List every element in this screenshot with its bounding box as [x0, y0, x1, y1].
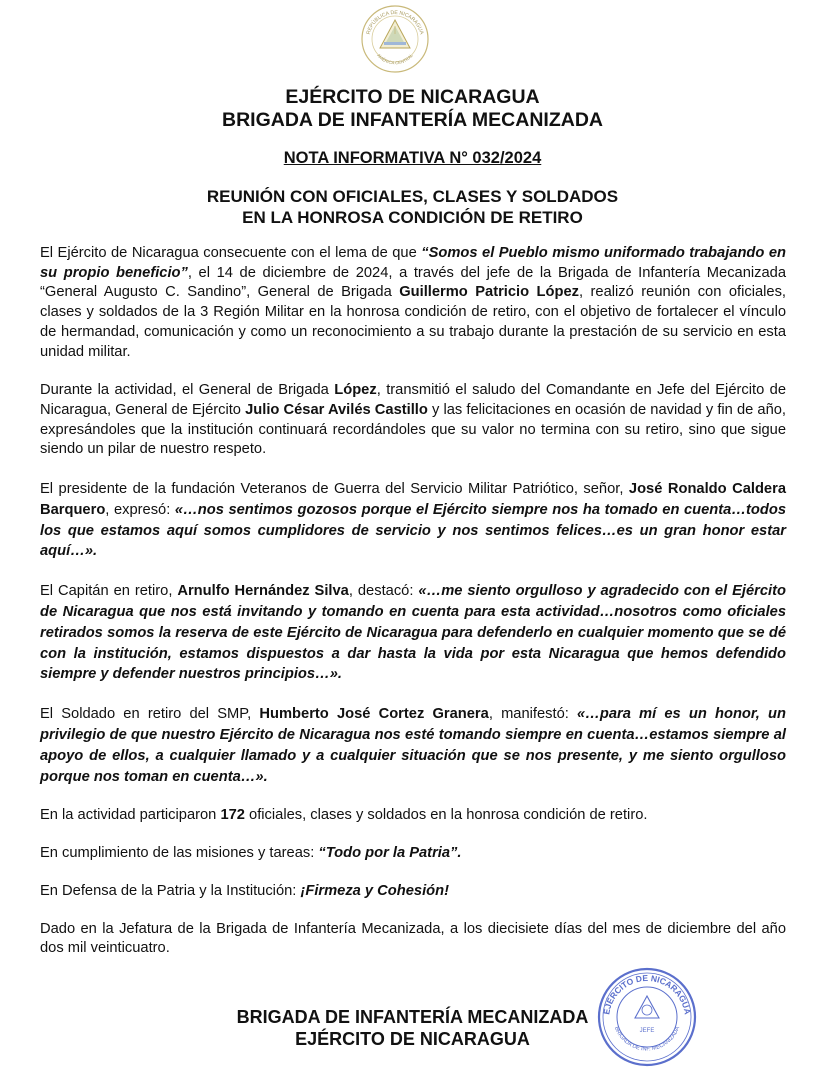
seal-center-text: JEFE	[639, 1028, 655, 1034]
paragraph-4	[40, 581, 786, 685]
org-header	[0, 86, 825, 132]
title-line-2: EN LA HONROSA CONDICIÓN DE RETIRO	[242, 208, 583, 227]
footer-line-brigade: BRIGADA DE INFANTERÍA MECANIZADA	[236, 1007, 589, 1027]
paragraph-8	[40, 882, 786, 902]
p1-text-c: , realizó reunión con oficiales, clases y soldados de la 3 Región Militar en la honrosa condición de retiro, con el objetivo de fortalecer el vínculo de hermandad, comunicación y como un reconocimiento a su trabajo durante la prestación de su servicio en esta unidad militar.	[40, 284, 787, 360]
header-line-brigade: BRIGADA DE INFANTERÍA MECANIZADA	[222, 109, 603, 131]
paragraph-5	[40, 704, 786, 787]
svg-text:EJÉRCITO DE NICARAGUA	[601, 973, 693, 1015]
p7-slogan: “Todo por la Patria”.	[318, 845, 462, 862]
footer-line-army: EJÉRCITO DE NICARAGUA	[295, 1029, 530, 1049]
emblem-text-bottom: AMÉRICA CENTRAL	[376, 52, 414, 66]
p1-text-b: , el 14 de diciembre de 2024, a través del jefe de la Brigada de Infantería Mecanizada “General Augusto C. Sandino”, General de Brigada	[40, 264, 786, 301]
p3-text-a: El presidente de la fundación Veteranos de Guerra del Servicio Militar Patriótico, señor,	[40, 481, 629, 498]
paragraph-6	[40, 806, 786, 826]
paragraph-7	[40, 844, 786, 864]
p2-text-a: Durante la actividad, el General de Brigada	[40, 382, 335, 399]
p2-text-b: , transmitió el saludo del Comandante en Jefe del Ejército de Nicaragua, General de Ejército	[40, 382, 786, 418]
paragraph-1	[40, 244, 786, 362]
p5-quote: «…para mí es un honor, un privilegio de que nuestro Ejército de Nicaragua nos esté tomando siempre en cuenta…estamos siempre al apoyo de ellos, a cualquier llamado y a cualquier situación que se nos presente, y me siento orgulloso porque nos toman en cuenta…».	[40, 706, 786, 785]
paragraph-9: Dado en la Jefatura de la Brigada de Infantería Mecanizada, a los diecisiete días del mes de diciembre del año dos mil veinticuatro.	[40, 920, 786, 957]
note-number	[0, 148, 825, 168]
p8-text-a: En Defensa de la Patria y la Institución:	[40, 882, 301, 899]
p3-name: José Ronaldo Caldera Barquero	[40, 481, 786, 518]
p3-text-b: , expresó:	[105, 501, 175, 518]
p4-text-b: , destacó:	[348, 583, 419, 600]
signature-block	[0, 1006, 825, 1050]
p7-text-a: En cumplimiento de las misiones y tareas:	[40, 845, 319, 862]
document-body	[40, 244, 786, 978]
p1-name: Guillermo Patricio López	[399, 284, 579, 301]
p2-name-2: Julio César Avilés Castillo	[245, 401, 428, 418]
p4-quote: «…me siento orgulloso y agradecido con el Ejército de Nicaragua que nos está invitando y tomando en cuenta para esta actividad…nosotros como oficiales retirados somos la reserva de este Ejército de Nicaragua para defenderlo en cualquier momento que se dé con la institución, estamos dispuestos a dar hasta la vida por esta Nicaragua que hemos defendido siempre y defender nuestros principios…».	[40, 583, 786, 683]
p6-count: 172	[220, 807, 245, 824]
p2-text-c: y las felicitaciones en ocasión de navidad y fin de año, expresándoles que la institución continuará recordándoles que su valor no termina con su retiro, sino que sigue siendo un pilar de nuestro respeto.	[40, 401, 787, 458]
p6-text-b: oficiales, clases y soldados en la honrosa condición de retiro.	[244, 807, 648, 824]
p5-text-a: El Soldado en retiro del SMP,	[40, 706, 260, 723]
p5-text-b: , manifestó:	[488, 706, 577, 723]
note-number-text: NOTA INFORMATIVA N° 032/2024	[283, 149, 542, 167]
coat-of-arms-icon	[360, 4, 430, 74]
p1-text-a: El Ejército de Nicaragua consecuente con el lema de que	[40, 245, 422, 261]
p4-name: Arnulfo Hernández Silva	[177, 583, 349, 600]
seal-ring-text: EJÉRCITO DE NICARAGUA	[601, 972, 693, 1016]
p8-slogan: ¡Firmeza y Cohesión!	[300, 882, 449, 899]
document-title	[0, 186, 825, 228]
title-line-1: REUNIÓN CON OFICIALES, CLASES Y SOLDADOS	[206, 187, 619, 206]
svg-text:AMÉRICA CENTRAL	[376, 52, 414, 65]
paragraph-3	[40, 479, 786, 562]
p1-motto: “Somos el Pueblo mismo uniformado trabajando en su propio beneficio”	[40, 245, 786, 281]
paragraph-2	[40, 381, 786, 460]
seal-bottom-text: BRIGADA DE INF. MECANIZADA	[612, 1025, 682, 1053]
p3-quote: «…nos sentimos gozosos porque el Ejército siempre nos ha tomado en cuenta…todos los que estamos aquí somos cumplidores de servicio y nos sentimos felices…es un gran honor estar aquí…».	[40, 501, 787, 560]
p5-name: Humberto José Cortez Granera	[259, 706, 489, 723]
header-line-army: EJÉRCITO DE NICARAGUA	[285, 86, 540, 108]
emblem-text-top: REPÚBLICA DE NICARAGUA	[365, 9, 425, 36]
p4-text-a: El Capitán en retiro,	[40, 583, 178, 600]
p2-name-1: López	[334, 382, 377, 399]
official-stamp-icon	[596, 966, 698, 1068]
p6-text-a: En la actividad participaron	[40, 807, 221, 824]
